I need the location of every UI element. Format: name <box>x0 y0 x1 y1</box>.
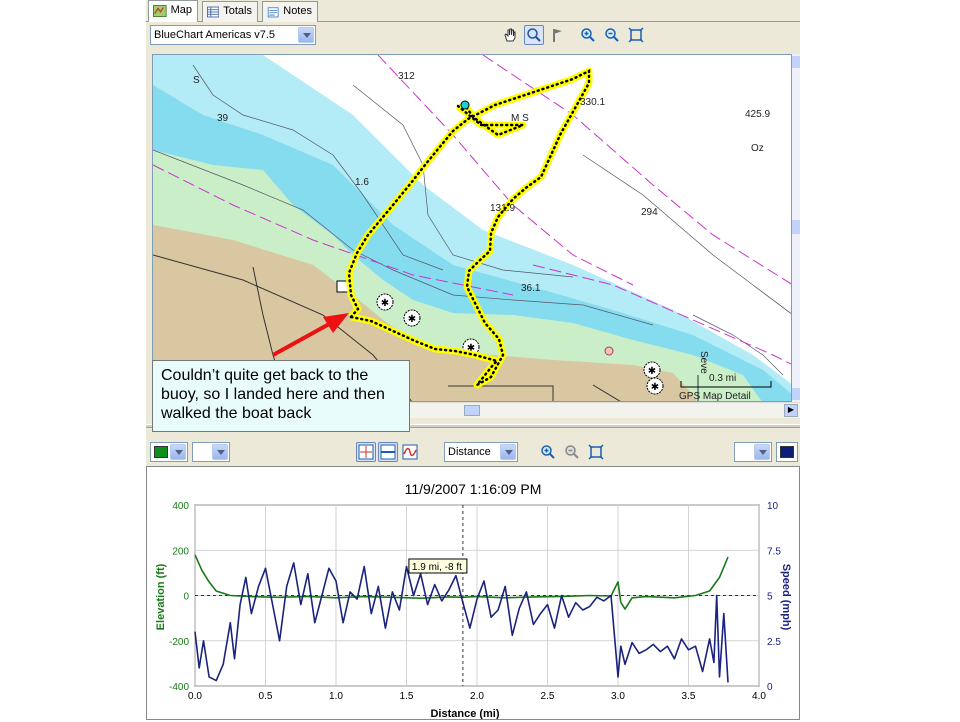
x-tick-label: 2.0 <box>470 691 484 702</box>
crosshair-button[interactable] <box>356 442 376 462</box>
map-icon <box>153 4 167 18</box>
table-icon <box>207 5 219 19</box>
crosshair-icon <box>358 444 374 460</box>
chart-map-canvas[interactable] <box>153 55 792 402</box>
x-tick-label: 3.5 <box>681 691 696 702</box>
flag-icon <box>550 27 566 43</box>
fill-style-select[interactable] <box>192 442 230 462</box>
zoom-in-icon <box>540 444 556 460</box>
speed-fill-select[interactable] <box>734 442 772 462</box>
y2-tick-label: 5 <box>767 591 773 603</box>
depth-label: 39 <box>217 113 229 124</box>
speed-color-select[interactable] <box>776 442 798 462</box>
x-tick-label: 0.5 <box>258 691 273 702</box>
x-axis-select[interactable] <box>444 442 518 462</box>
notes-icon <box>267 5 279 19</box>
profile-chart[interactable] <box>146 466 800 720</box>
chevron-down-icon[interactable] <box>170 444 186 460</box>
magnifier-icon <box>526 27 542 43</box>
scroll-thumb[interactable] <box>792 220 800 234</box>
svg-text:✱: ✱ <box>466 343 476 354</box>
tab-map[interactable] <box>148 0 198 22</box>
depth-label: Oz <box>751 143 764 154</box>
x-tick-label: 2.5 <box>540 691 555 702</box>
split-view-button[interactable] <box>378 442 398 462</box>
x-axis-label: Distance (mi) <box>430 708 500 719</box>
scale-label: 0.3 mi <box>709 373 737 384</box>
x-tick-label: 4.0 <box>752 691 766 702</box>
pan-tool-button[interactable] <box>500 25 520 45</box>
x-tick-label: 0.0 <box>188 691 202 702</box>
map-view[interactable] <box>152 54 792 402</box>
fit-extent-icon <box>628 27 644 43</box>
svg-text:✱: ✱ <box>407 314 417 325</box>
chevron-down-icon[interactable] <box>212 444 228 460</box>
fit-extent-icon <box>588 444 604 460</box>
depth-label: 36.1 <box>521 283 541 294</box>
svg-text:✱: ✱ <box>650 382 660 393</box>
x-tick-label: 1.0 <box>329 691 343 702</box>
scroll-down-button[interactable] <box>792 388 800 400</box>
svg-text:✱: ✱ <box>380 298 390 309</box>
scroll-up-button[interactable] <box>792 56 800 68</box>
tab-strip <box>146 0 800 22</box>
depth-label: 1.6 <box>355 177 369 188</box>
chevron-down-icon[interactable] <box>754 444 770 460</box>
wave-icon <box>402 444 418 460</box>
map-toolbar <box>146 22 800 50</box>
depth-label: 131.9 <box>490 203 516 214</box>
depth-label: S <box>193 75 200 86</box>
chart-title: 11/9/2007 1:16:09 PM <box>404 481 542 497</box>
tab-totals[interactable] <box>202 1 258 22</box>
y-tick-label: -400 <box>168 682 189 693</box>
plot-layer <box>169 501 781 702</box>
profile-zoom-fit-button[interactable] <box>586 442 606 462</box>
profile-zoom-out-button[interactable] <box>562 442 582 462</box>
callout-text: Couldn’t quite get back to the buoy, so I landed here and then walked the boat back <box>161 367 385 422</box>
map-product-select[interactable] <box>150 25 316 45</box>
zoom-out-icon <box>564 444 580 460</box>
svg-text:✱: ✱ <box>647 366 657 377</box>
y-tick-label: 0 <box>183 591 189 603</box>
profile-zoom-in-button[interactable] <box>538 442 558 462</box>
map-product-value: BlueChart Americas v7.5 <box>154 29 276 41</box>
wreck-marker[interactable] <box>605 347 613 355</box>
scroll-thumb[interactable] <box>464 405 480 416</box>
y2-tick-label: 7.5 <box>767 546 781 558</box>
tab-label: Totals <box>223 5 252 17</box>
depth-label: 312 <box>398 71 415 82</box>
annotation-callout <box>152 360 410 432</box>
depth-label: M S <box>511 113 529 124</box>
y2-tick-label: 0 <box>767 682 773 693</box>
y-tick-label: -200 <box>168 636 189 648</box>
profile-toolbar <box>146 430 800 464</box>
chevron-down-icon[interactable] <box>500 444 516 460</box>
cursor-tooltip-text: 1.9 mi, -8 ft <box>411 562 462 573</box>
zoom-in-icon <box>580 27 596 43</box>
zoom-out-button[interactable] <box>602 25 622 45</box>
road-label: Seve <box>698 351 709 374</box>
y-axis-label: Elevation (ft) <box>155 563 167 631</box>
waypoint-tool-button[interactable] <box>548 25 568 45</box>
x-axis-value: Distance <box>448 446 491 458</box>
y2-axis-label: Speed (mph) <box>780 563 792 631</box>
x-tick-label: 3.0 <box>611 691 625 702</box>
zoom-out-icon <box>604 27 620 43</box>
y-tick-label: 200 <box>172 546 189 558</box>
y-tick-label: 400 <box>172 501 189 512</box>
tab-notes[interactable] <box>262 1 318 22</box>
speed-color-swatch <box>780 446 794 458</box>
elevation-color-select[interactable] <box>150 442 188 462</box>
x-tick-label: 1.5 <box>399 691 414 702</box>
zoom-tool-button[interactable] <box>524 25 544 45</box>
hand-icon <box>502 27 518 43</box>
map-vertical-scrollbar[interactable] <box>792 54 800 402</box>
tab-label: Notes <box>283 5 312 17</box>
track-start-marker[interactable] <box>461 101 469 109</box>
y2-tick-label: 2.5 <box>767 636 781 648</box>
split-icon <box>380 444 396 460</box>
profile-chart-canvas[interactable] <box>147 467 799 719</box>
chevron-down-icon[interactable] <box>298 27 314 43</box>
smooth-line-button[interactable] <box>400 442 420 462</box>
zoom-fit-button[interactable] <box>626 25 646 45</box>
scale-caption: GPS Map Detail <box>679 391 751 402</box>
depth-label: 425.9 <box>745 109 771 120</box>
tab-label: Map <box>170 4 192 16</box>
y2-tick-label: 10 <box>767 501 779 512</box>
zoom-in-button[interactable] <box>578 25 598 45</box>
depth-label: 330.1 <box>580 97 606 108</box>
elevation-color-swatch <box>154 446 168 458</box>
depth-label: 294 <box>641 207 658 218</box>
scroll-right-button[interactable]: ▶ <box>784 404 798 417</box>
